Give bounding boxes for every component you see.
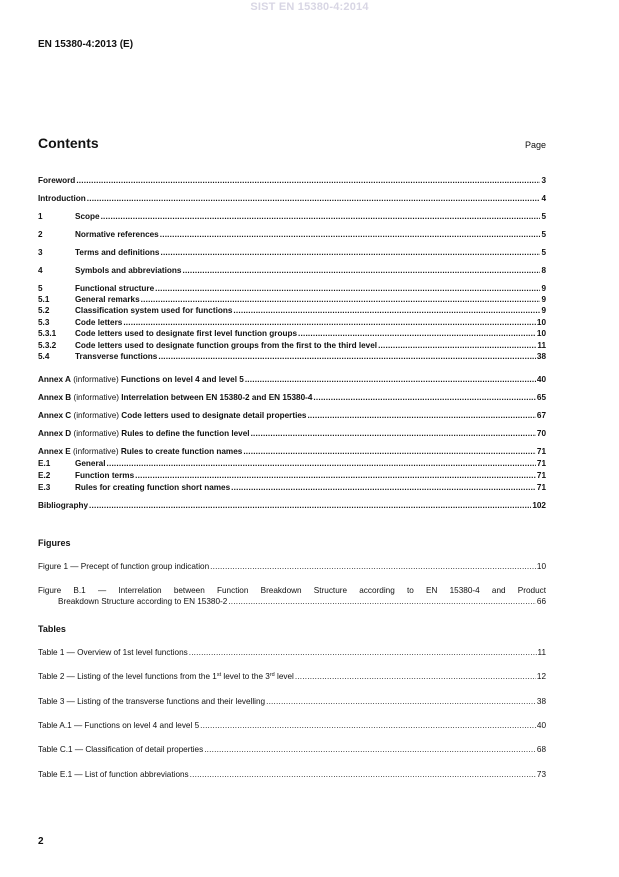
- toc-entry-title: Code letters used to designate first level function groups: [75, 329, 298, 338]
- toc-entry-title: Normative references: [75, 230, 159, 239]
- toc-entry-introduction[interactable]: [38, 194, 546, 204]
- dot-leader: [135, 471, 536, 481]
- table-title: Table A.1 — Functions on level 4 and level 5: [38, 721, 200, 730]
- dot-leader: [298, 329, 536, 339]
- page-column-label: Page: [524, 140, 546, 150]
- contents-title: Contents: [38, 135, 99, 151]
- dot-leader: [87, 194, 541, 204]
- figure-title: Figure 1 — Precept of function group indication: [38, 562, 210, 571]
- toc-entry-number: 5.1: [38, 295, 50, 304]
- dot-leader: [313, 393, 535, 403]
- toc-entry-page: 4: [541, 194, 546, 203]
- toc-entry-title: Code letters: [75, 318, 123, 327]
- toc-entry-number: 5: [38, 284, 43, 293]
- annex-type: (informative): [73, 447, 119, 456]
- toc-entry-normative-references[interactable]: [38, 230, 546, 240]
- table-page: 38: [536, 697, 546, 706]
- toc-entry-annex-a[interactable]: [38, 375, 546, 385]
- toc-entry-number: 5.2: [38, 306, 50, 315]
- dot-leader: [251, 429, 536, 439]
- figures-heading-text: Figures: [38, 538, 71, 548]
- toc-entry-number: 5.4: [38, 352, 50, 361]
- toc-entry-title: Introduction: [38, 194, 86, 203]
- table-entry-e1[interactable]: [38, 770, 546, 780]
- table-page: 40: [536, 721, 546, 730]
- dot-leader: [307, 411, 535, 421]
- table-entry-c1[interactable]: [38, 745, 546, 755]
- toc-entry-number: 5.3: [38, 318, 50, 327]
- figure-title-line1: Figure B.1 — Interrelation between Function Breakdown Structure according to EN 15380-4 and Product: [38, 586, 546, 595]
- toc-entry-title: Symbols and abbreviations: [75, 266, 182, 275]
- table-title: Table 2 — Listing of the level functions from the 1st level to the 3rd level: [38, 672, 294, 681]
- dot-leader: [266, 697, 536, 707]
- toc-entry-number: 5.3.1: [38, 329, 57, 338]
- toc-entry-number: 2: [38, 230, 43, 239]
- table-title: Table E.1 — List of function abbreviations: [38, 770, 189, 779]
- toc-entry-5-4[interactable]: [38, 352, 546, 362]
- table-page: 73: [536, 770, 546, 779]
- document-id: EN 15380-4:2013 (E): [38, 39, 134, 50]
- toc-entry-functional-structure[interactable]: [38, 284, 546, 294]
- toc-entry-page: 9: [541, 295, 546, 304]
- toc-entry-title: Foreword: [38, 176, 76, 185]
- dot-leader: [200, 721, 536, 731]
- tables-heading: [38, 624, 546, 634]
- figure-title-line2: Breakdown Structure according to EN 15380-2: [58, 596, 228, 606]
- toc-entry-5-2[interactable]: [38, 306, 546, 316]
- toc-entry-page: 5: [541, 230, 546, 239]
- toc-entry-symbols[interactable]: [38, 266, 546, 276]
- table-title: Table 3 — Listing of the transverse functions and their levelling: [38, 697, 266, 706]
- dot-leader: [295, 672, 536, 682]
- toc-entry-number: 1: [38, 212, 43, 221]
- page-number: 2: [38, 836, 44, 847]
- dot-leader: [231, 483, 536, 493]
- toc-entry-page: 65: [536, 393, 546, 402]
- toc-entry-e-1[interactable]: [38, 459, 546, 469]
- table-page: 68: [536, 745, 546, 754]
- toc-entry-page: 3: [541, 176, 546, 185]
- dot-leader: [378, 341, 536, 351]
- dot-leader: [158, 352, 536, 362]
- dot-leader: [89, 501, 531, 511]
- toc-entry-title: General remarks: [75, 295, 140, 304]
- toc-entry-title: Rules to define the function level: [121, 429, 250, 438]
- toc-entry-e-2[interactable]: [38, 471, 546, 481]
- toc-entry-5-1[interactable]: [38, 295, 546, 305]
- table-page: 11: [537, 648, 546, 657]
- toc-entry-page: 9: [541, 306, 546, 315]
- toc-entry-page: 71: [536, 447, 546, 456]
- toc-entry-page: 71: [536, 483, 546, 492]
- toc-entry-annex-c[interactable]: [38, 411, 546, 421]
- dot-leader: [228, 597, 536, 608]
- toc-entry-number: E.1: [38, 459, 51, 468]
- toc-entry-title: Code letters used to designate detail properties: [121, 411, 307, 420]
- toc-entry-page: 67: [536, 411, 546, 420]
- toc-entry-bibliography[interactable]: [38, 501, 546, 511]
- toc-entry-e-3[interactable]: [38, 483, 546, 493]
- toc-entry-annex-e[interactable]: [38, 447, 546, 457]
- table-entry-a1[interactable]: [38, 721, 546, 731]
- figure-entry-1[interactable]: [38, 562, 546, 572]
- toc-entry-scope[interactable]: [38, 212, 546, 222]
- toc-entry-5-3-1[interactable]: [38, 329, 546, 339]
- dot-leader: [210, 562, 536, 572]
- toc-entry-page: 40: [536, 375, 546, 384]
- toc-entry-page: 102: [532, 501, 546, 510]
- toc-entry-annex-d[interactable]: [38, 429, 546, 439]
- toc-entry-title: Functional structure: [75, 284, 155, 293]
- toc-entry-title: Transverse functions: [75, 352, 158, 361]
- toc-entry-number: 3: [38, 248, 43, 257]
- dot-leader: [204, 745, 536, 755]
- dot-leader: [160, 230, 541, 240]
- dot-leader: [190, 770, 536, 780]
- toc-entry-title: Scope: [75, 212, 100, 221]
- figure-page: 10: [536, 562, 546, 571]
- toc-entry-number: E.3: [38, 483, 51, 492]
- toc-entry-number: E.2: [38, 471, 51, 480]
- toc-entry-page: 5: [541, 212, 546, 221]
- toc-entry-page: 8: [541, 266, 546, 275]
- toc-entry-title: Function terms: [75, 471, 135, 480]
- toc-entry-page: 70: [536, 429, 546, 438]
- toc-entry-annex-b[interactable]: [38, 393, 546, 403]
- toc-entry-title: Terms and definitions: [75, 248, 160, 257]
- toc-entry-title: General: [75, 459, 106, 468]
- toc-entry-title: Code letters used to designate function groups from the first to the third level: [75, 341, 378, 350]
- dot-leader: [245, 375, 536, 385]
- toc-entry-title: Functions on level 4 and level 5: [120, 375, 244, 384]
- toc-entry-page: 9: [541, 284, 546, 293]
- dot-leader: [141, 295, 541, 305]
- toc-entry-5-3[interactable]: [38, 318, 546, 328]
- annex-type: (informative): [73, 429, 119, 438]
- table-title: Table 1 — Overview of 1st level functions: [38, 648, 188, 657]
- toc-entry-number: 4: [38, 266, 43, 275]
- dot-leader: [160, 248, 540, 258]
- dot-leader: [233, 306, 540, 316]
- annex-type: (informative): [73, 375, 119, 384]
- annex-label: Annex B: [38, 393, 72, 402]
- annex-label: Annex A: [38, 375, 71, 384]
- figure-entry-b1[interactable]: [38, 586, 546, 607]
- dot-leader: [155, 284, 540, 294]
- toc-entry-page: 38: [536, 352, 546, 361]
- dot-leader: [123, 318, 536, 328]
- toc-entry-title: Interrelation between EN 15380-2 and EN 15380-4: [121, 393, 313, 402]
- toc-entry-foreword[interactable]: [38, 176, 546, 186]
- table-entry-1[interactable]: [38, 648, 546, 658]
- annex-label: Annex C: [38, 411, 72, 420]
- toc-entry-5-3-2[interactable]: [38, 341, 546, 351]
- watermark: SIST EN 15380-4:2014: [250, 1, 369, 13]
- toc-entry-page: 71: [536, 459, 546, 468]
- toc-entry-title: Classification system used for functions: [75, 306, 233, 315]
- table-entry-2[interactable]: [38, 672, 546, 682]
- toc-entry-terms[interactable]: [38, 248, 546, 258]
- annex-type: (informative): [73, 393, 119, 402]
- toc-entry-page: 71: [536, 471, 546, 480]
- toc-entry-page: 11: [537, 341, 546, 350]
- toc-entry-title: Rules to create function names: [120, 447, 243, 456]
- tables-heading-text: Tables: [38, 624, 66, 634]
- dot-leader: [182, 266, 540, 276]
- dot-leader: [101, 212, 541, 222]
- toc-entry-number: 5.3.2: [38, 341, 57, 350]
- dot-leader: [189, 648, 537, 658]
- annex-label: Annex E: [38, 447, 71, 456]
- table-page: 12: [536, 672, 546, 681]
- figure-page: 66: [536, 596, 546, 606]
- table-title: Table C.1 — Classification of detail properties: [38, 745, 204, 754]
- figures-heading: [38, 538, 546, 548]
- toc-entry-page: 10: [536, 318, 546, 327]
- table-entry-3[interactable]: [38, 697, 546, 707]
- annex-label: Annex D: [38, 429, 72, 438]
- dot-leader: [243, 447, 536, 457]
- annex-type: (informative): [73, 411, 119, 420]
- toc-entry-page: 10: [536, 329, 546, 338]
- dot-leader: [76, 176, 540, 186]
- toc-entry-title: Bibliography: [38, 501, 89, 510]
- dot-leader: [107, 459, 536, 469]
- toc-entry-title: Rules for creating function short names: [75, 483, 231, 492]
- toc-entry-page: 5: [541, 248, 546, 257]
